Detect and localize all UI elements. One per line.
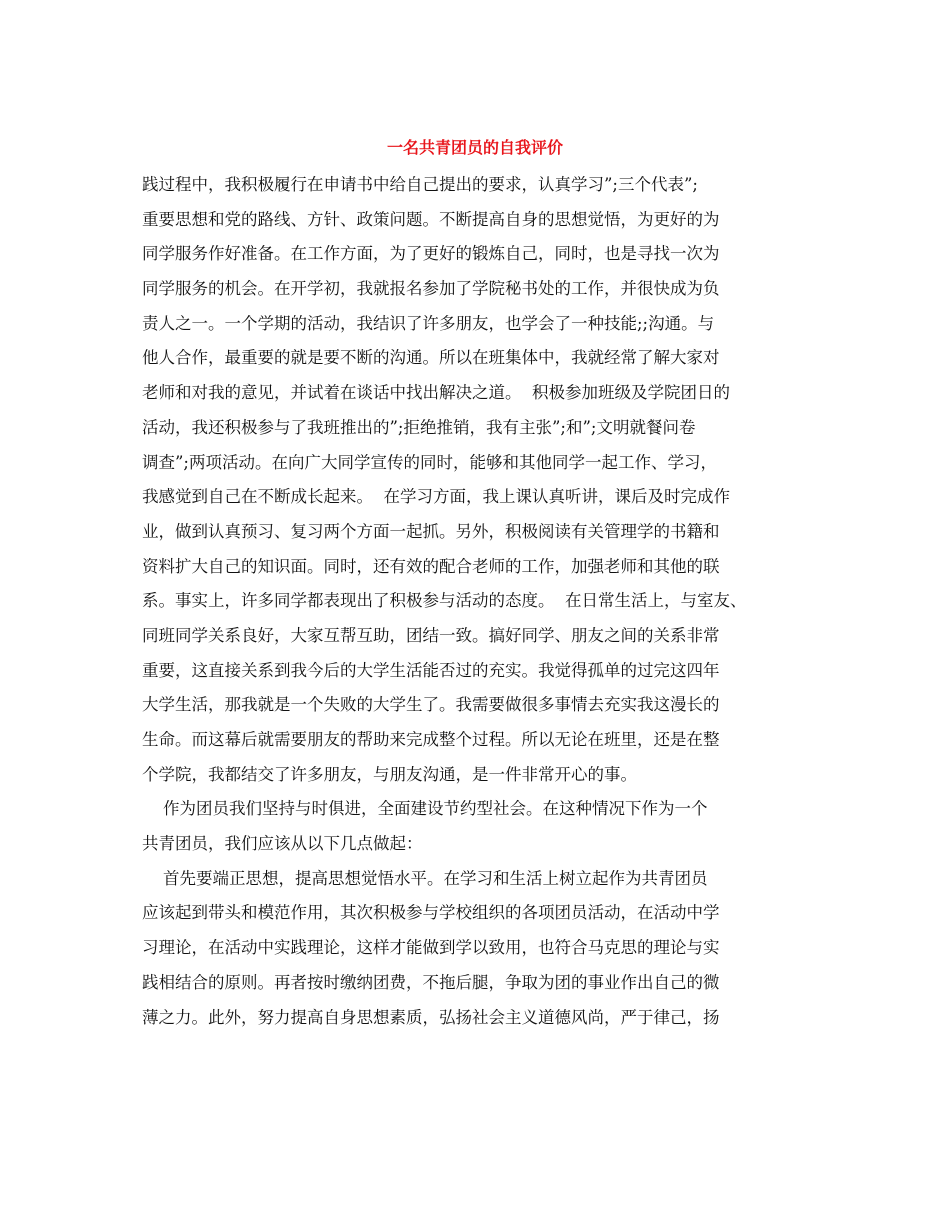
body-line: 作为团员我们坚持与时俱进，全面建设节约型社会。在这种情况下作为一个 [142, 799, 708, 819]
body-line: 我感觉到自己在不断成长起来。 在学习方面，我上课认真听讲，课后及时完成作 [142, 487, 730, 507]
body-line: 责人之一。一个学期的活动，我结识了许多朋友，也学会了一种技能;;沟通。与 [142, 313, 715, 333]
body-line: 同学服务作好准备。在工作方面，为了更好的锻炼自己，同时，也是寻找一次为 [142, 244, 720, 264]
body-line: 老师和对我的意见，并试着在谈话中找出解决之道。 积极参加班级及学院团日的 [142, 383, 730, 403]
document-title: 一名共青团员的自我评价 [386, 138, 563, 157]
body-line: 同班同学关系良好，大家互帮互助，团结一致。搞好同学、朋友之间的关系非常 [142, 625, 720, 645]
body-line: 生命。而这幕后就需要朋友的帮助来完成整个过程。所以无论在班里，还是在整 [142, 730, 720, 749]
body-line: 践过程中，我积极履行在申请书中给自己提出的要求，认真学习”;三个代表”; [142, 175, 698, 194]
body-line: 重要，这直接关系到我今后的大学生活能否过的充实。我觉得孤单的过完这四年 [142, 660, 720, 680]
document-body [142, 168, 842, 1035]
body-line: 个学院，我都结交了许多朋友，与朋友沟通，是一件非常开心的事。 [142, 764, 637, 784]
body-line: 同学服务的机会。在开学初，我就报名参加了学院秘书处的工作，并很快成为负 [142, 279, 720, 299]
body-line: 重要思想和党的路线、方针、政策问题。不断提高自身的思想觉悟，为更好的为 [142, 209, 720, 229]
body-line: 共青团员，我们应该从以下几点做起： [142, 834, 423, 854]
body-line: 应该起到带头和模范作用，其次积极参与学校组织的各项团员活动，在活动中学 [142, 903, 720, 923]
body-line: 践相结合的原则。再者按时缴纳团费，不拖后腿，争取为团的事业作出自己的微 [142, 972, 720, 992]
body-line: 调查”;两项活动。在向广大同学宣传的同时，能够和其他同学一起工作、学习， [142, 452, 717, 472]
body-line: 系。事实上，许多同学都表现出了积极参与活动的态度。 在日常生活上，与室友、 [142, 591, 747, 611]
body-line: 大学生活，那我就是一个失败的大学生了。我需要做很多事情去充实我这漫长的 [142, 695, 720, 715]
body-line: 业，做到认真预习、复习两个方面一起抓。另外，积极阅读有关管理学的书籍和 [142, 521, 720, 541]
body-line: 活动，我还积极参与了我班推出的”;拒绝推销，我有主张”;和”;文明就餐问卷 [142, 417, 696, 437]
body-line: 他人合作，最重要的就是要不断的沟通。所以在班集体中，我就经常了解大家对 [142, 348, 720, 368]
body-line: 资料扩大自己的知识面。同时，还有效的配合老师的工作，加强老师和其他的联 [142, 556, 720, 576]
body-line: 首先要端正思想，提高思想觉悟水平。在学习和生活上树立起作为共青团员 [142, 868, 708, 888]
body-line: 薄之力。此外，努力提高自身思想素质，弘扬社会主义道德风尚，严于律己，扬 [142, 1007, 720, 1027]
body-line: 习理论，在活动中实践理论，这样才能做到学以致用，也符合马克思的理论与实 [142, 938, 720, 958]
